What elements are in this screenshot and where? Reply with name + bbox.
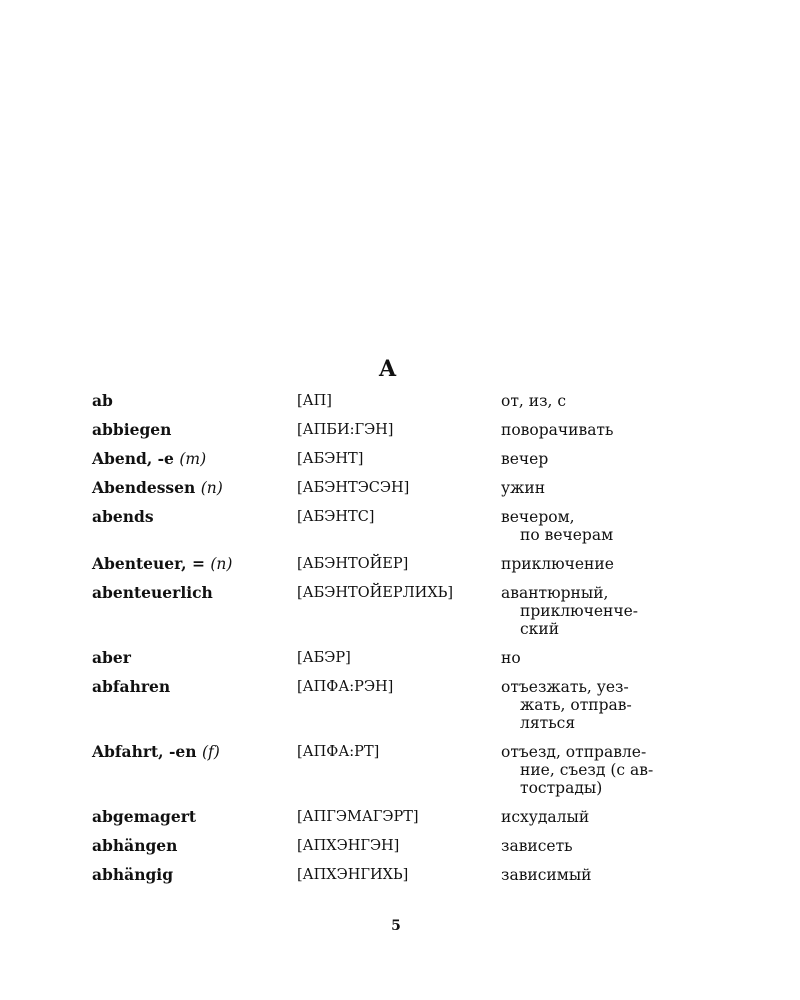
entry-pronunciation: [АБЭНТОЙЕР] (297, 556, 409, 572)
translation-line: жать, отправ- (520, 696, 632, 714)
entry-word (92, 392, 297, 410)
entry-pronunciation: [АПБИ:ГЭН] (297, 422, 394, 438)
entry-pronunciation: [АПХЭНГЭН] (297, 838, 400, 854)
translation-line: вечером, (501, 508, 575, 526)
entry-pronunciation: [АБЭНТС] (297, 509, 375, 525)
entry-translation (501, 743, 692, 797)
dictionary-entry (92, 508, 692, 544)
entry-gender: (f) (201, 743, 220, 761)
entry-translation (501, 450, 692, 468)
dictionary-entry (92, 555, 692, 573)
translation-line: ский (520, 620, 560, 638)
translation-line: исхудалый (501, 808, 590, 826)
translation-line: отъезд, отправле- (501, 743, 647, 761)
dictionary-entry (92, 866, 692, 884)
dictionary-entry (92, 450, 692, 468)
translation-line: но (501, 649, 521, 667)
entry-headword: ab (92, 391, 113, 410)
translation-line: авантюрный, (501, 584, 609, 602)
section-letter-heading: A (378, 356, 397, 382)
dictionary-entry (92, 837, 692, 855)
entry-pronunciation: [АБЭНТОЙЕРЛИХЬ] (297, 585, 454, 601)
entry-headword: Abenteuer, = (92, 554, 205, 573)
entry-word (92, 555, 297, 573)
entry-pronunciation: [АБЭНТЭСЭН] (297, 480, 410, 496)
translation-line: поворачивать (501, 421, 614, 439)
entry-word (92, 743, 297, 761)
entry-pronunciation: [АПФА:РТ] (297, 744, 380, 760)
entry-headword: abfahren (92, 677, 171, 696)
dictionary-entry (92, 479, 692, 497)
translation-line: зависеть (501, 837, 573, 855)
dictionary-entry (92, 678, 692, 732)
entry-pronunciation: [АПХЭНГИХЬ] (297, 867, 409, 883)
translation-line: ужин (501, 479, 546, 497)
entry-pronunciation: [АПФА:РЭН] (297, 679, 394, 695)
entry-translation (501, 866, 692, 884)
translation-line: по вечерам (520, 526, 614, 544)
page-number: 5 (391, 918, 401, 934)
entry-headword: Abfahrt, -en (92, 742, 197, 761)
entry-headword: abends (92, 507, 154, 526)
entry-translation (501, 555, 692, 573)
entry-translation (501, 837, 692, 855)
dictionary-entry (92, 421, 692, 439)
entry-word (92, 649, 297, 667)
entry-word (92, 508, 297, 526)
entry-headword: Abendessen (92, 478, 196, 497)
entry-word (92, 584, 297, 602)
translation-line: ляться (520, 714, 576, 732)
entry-pronunciation: [АБЭР] (297, 650, 351, 666)
dictionary-entry (92, 649, 692, 667)
entry-headword: abhängen (92, 836, 178, 855)
dictionary-entry (92, 808, 692, 826)
entry-translation (501, 421, 692, 439)
entry-translation (501, 808, 692, 826)
entry-translation (501, 392, 692, 410)
entry-translation (501, 479, 692, 497)
translation-line: приключенче- (520, 602, 639, 620)
entry-translation (501, 584, 692, 638)
entry-word (92, 866, 297, 884)
entry-translation (501, 649, 692, 667)
translation-line: вечер (501, 450, 549, 468)
entry-translation (501, 678, 692, 732)
entry-word (92, 450, 297, 468)
translation-line: приключение (501, 555, 614, 573)
entry-headword: abenteuerlich (92, 583, 213, 602)
entry-gender: (m) (179, 450, 207, 468)
translation-line: зависимый (501, 866, 592, 884)
entry-pronunciation: [АПГЭМАГЭРТ] (297, 809, 419, 825)
entry-headword: abgemagert (92, 807, 197, 826)
dictionary-entry-list (92, 392, 692, 895)
entry-headword: abhängig (92, 865, 174, 884)
dictionary-entry (92, 743, 692, 797)
entry-pronunciation: [АБЭНТ] (297, 451, 364, 467)
dictionary-entry (92, 584, 692, 638)
translation-line: отъезжать, уез- (501, 678, 629, 696)
entry-gender: (n) (200, 479, 223, 497)
translation-line: тострады) (520, 779, 603, 797)
translation-line: ние, съезд (с ав- (520, 761, 654, 779)
entry-translation (501, 508, 692, 544)
entry-word (92, 808, 297, 826)
entry-pronunciation: [АП] (297, 393, 332, 409)
entry-word (92, 837, 297, 855)
entry-headword: aber (92, 648, 131, 667)
entry-gender: (n) (210, 555, 233, 573)
entry-word (92, 421, 297, 439)
entry-headword: Abend, -e (92, 449, 174, 468)
dictionary-entry (92, 392, 692, 410)
entry-word (92, 678, 297, 696)
translation-line: от, из, с (501, 392, 567, 410)
entry-word (92, 479, 297, 497)
entry-headword: abbiegen (92, 420, 172, 439)
